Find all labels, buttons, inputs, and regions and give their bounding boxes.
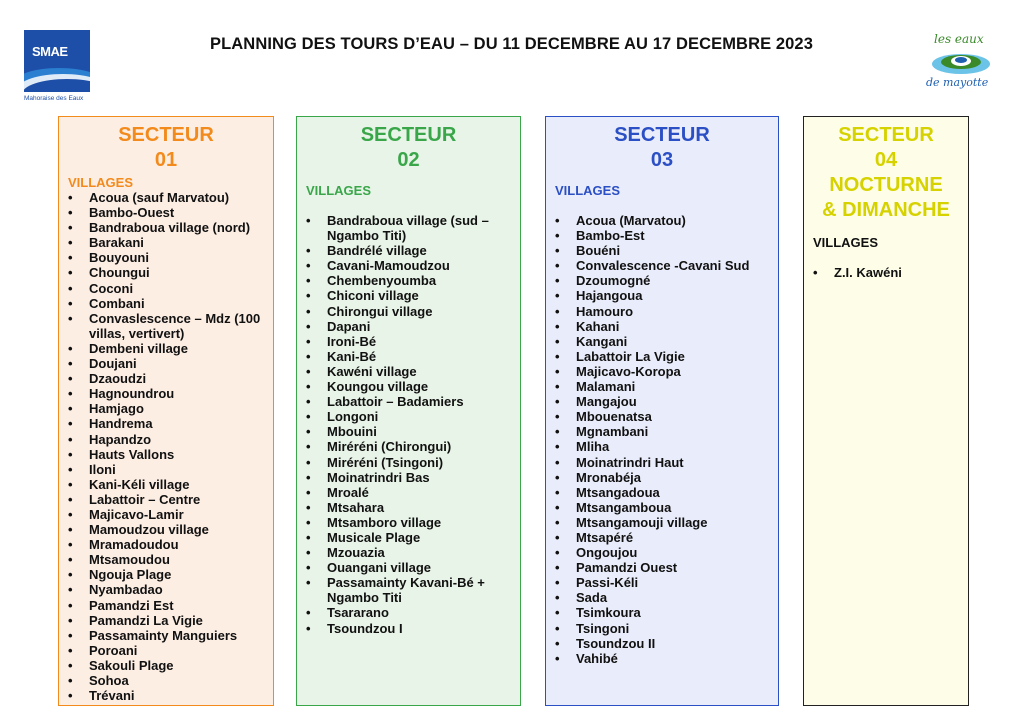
village-list-item: • Bambo-Est bbox=[546, 228, 778, 243]
sector-03-heading bbox=[546, 123, 778, 173]
village-list-item: • Mtsapéré bbox=[546, 530, 778, 545]
sector-01-number: 01 bbox=[154, 149, 178, 171]
village-list-item: • Bouéni bbox=[546, 243, 778, 258]
sector-02-number: 02 bbox=[397, 149, 420, 171]
village-list-item: • Convalescence -Cavani Sud bbox=[546, 258, 778, 273]
village-list-item: • Doujani bbox=[59, 356, 273, 371]
sector-01-heading bbox=[59, 123, 273, 173]
village-list-item: • Acoua (Marvatou) bbox=[546, 213, 778, 228]
sector-02-title: SECTEUR bbox=[360, 124, 457, 146]
village-list-item: • Mbouenatsa bbox=[546, 409, 778, 424]
village-list-item: • Chiconi village bbox=[297, 288, 520, 303]
village-list-item: • Mtsangadoua bbox=[546, 485, 778, 500]
village-list-item: • Iloni bbox=[59, 462, 273, 477]
sector-01-column bbox=[58, 116, 274, 706]
sector-03-title: SECTEUR bbox=[614, 124, 710, 146]
village-list-item: • Mtsangamouji village bbox=[546, 515, 778, 530]
sector-01-village-list bbox=[59, 190, 273, 703]
sector-03-village-list bbox=[546, 213, 778, 666]
village-list-item: • Moinatrindri Haut bbox=[546, 455, 778, 470]
village-list-item: • Acoua (sauf Marvatou) bbox=[59, 190, 273, 205]
village-list-item: • Labattoir – Centre bbox=[59, 492, 273, 507]
village-list-item: • Labattoir – Badamiers bbox=[297, 394, 520, 409]
village-list-item: • Bandrélé village bbox=[297, 243, 520, 258]
village-list-item: • Dapani bbox=[297, 319, 520, 334]
village-list-item: • Chirongui village bbox=[297, 304, 520, 319]
village-list-item: • Barakani bbox=[59, 235, 273, 250]
village-list-item: • Passi-Kéli bbox=[546, 575, 778, 590]
page-title: PLANNING DES TOURS D’EAU – DU 11 DECEMBRE AU 17 DECEMBRE 2023 bbox=[210, 35, 813, 53]
village-list-item: • Mliha bbox=[546, 439, 778, 454]
village-list-item: • Hajangoua bbox=[546, 288, 778, 303]
village-list-item: • Longoni bbox=[297, 409, 520, 424]
village-list-item: • Miréréni (Chirongui) bbox=[297, 439, 520, 454]
village-list-item: • Poroani bbox=[59, 643, 273, 658]
village-list-item: • Ouangani village bbox=[297, 560, 520, 575]
les-eaux-de-mayotte-logo bbox=[926, 32, 996, 94]
village-list-item: • Cavani-Mamoudzou bbox=[297, 258, 520, 273]
sector-03-villages-label: VILLAGES bbox=[555, 183, 621, 198]
sector-02-heading bbox=[297, 123, 520, 173]
village-list-item: • Hamouro bbox=[546, 304, 778, 319]
village-list-item: • Mroalé bbox=[297, 485, 520, 500]
village-list-item: • Pamandzi La Vigie bbox=[59, 613, 273, 628]
sector-04-villages-label: VILLAGES bbox=[813, 235, 879, 250]
village-list-item: • Tsingoni bbox=[546, 621, 778, 636]
sector-02-villages-label: VILLAGES bbox=[306, 183, 372, 198]
logo-right-line2: de mayotte bbox=[926, 76, 989, 89]
sector-03-number: 03 bbox=[650, 149, 674, 171]
village-list-item: • Mangajou bbox=[546, 394, 778, 409]
village-list-item: • Bambo-Ouest bbox=[59, 205, 273, 220]
village-list-item: • Dzoumogné bbox=[546, 273, 778, 288]
village-list-item: • Nyambadao bbox=[59, 582, 273, 597]
sector-04-nocturne: NOCTURNE bbox=[829, 174, 943, 196]
village-list-item: • Labattoir La Vigie bbox=[546, 349, 778, 364]
village-list-item: • Sakouli Plage bbox=[59, 658, 273, 673]
village-list-item: • Bandraboua village (nord) bbox=[59, 220, 273, 235]
village-list-item: • Bouyouni bbox=[59, 250, 273, 265]
sector-02-column bbox=[296, 116, 521, 706]
logo-right-line1: les eaux bbox=[934, 32, 984, 46]
village-list-item: • Tsararano bbox=[297, 605, 520, 620]
village-list-item: • Malamani bbox=[546, 379, 778, 394]
sector-01-title: SECTEUR bbox=[118, 124, 214, 146]
village-list-item: • Mgnambani bbox=[546, 424, 778, 439]
village-list-item: • Coconi bbox=[59, 281, 273, 296]
village-list-item: • Chembenyoumba bbox=[297, 273, 520, 288]
water-splash-icon bbox=[930, 46, 992, 76]
village-list-item: • Kawéni village bbox=[297, 364, 520, 379]
village-list-item: • Miréréni (Tsingoni) bbox=[297, 455, 520, 470]
village-list-item: • Kahani bbox=[546, 319, 778, 334]
sector-03-column bbox=[545, 116, 779, 706]
sector-04-heading bbox=[804, 123, 968, 223]
village-list-item: • Dembeni village bbox=[59, 341, 273, 356]
village-list-item: • Moinatrindri Bas bbox=[297, 470, 520, 485]
village-list-item: • Tsoundzou I bbox=[297, 621, 520, 636]
sector-01-villages-label: VILLAGES bbox=[68, 175, 134, 190]
sector-04-column bbox=[803, 116, 969, 706]
smae-logo-text: SMAE bbox=[32, 44, 68, 59]
village-list-item: • Hauts Vallons bbox=[59, 447, 273, 462]
village-list-item: • Mzouazia bbox=[297, 545, 520, 560]
smae-logo-subtitle: Mahoraise des Eaux bbox=[24, 95, 84, 102]
village-list-item: • Kani-Kéli village bbox=[59, 477, 273, 492]
village-list-item: • Mtsangamboua bbox=[546, 500, 778, 515]
sector-04-dimanche: & DIMANCHE bbox=[822, 199, 950, 221]
village-list-item: • Mbouini bbox=[297, 424, 520, 439]
village-list-item: • Sada bbox=[546, 590, 778, 605]
village-list-item: • Tsimkoura bbox=[546, 605, 778, 620]
village-list-item: • Tsoundzou II bbox=[546, 636, 778, 651]
village-list-item: • Pamandzi Est bbox=[59, 598, 273, 613]
village-list-item: • Mramadoudou bbox=[59, 537, 273, 552]
village-list-item: • Majicavo-Koropa bbox=[546, 364, 778, 379]
sector-04-number: 04 bbox=[874, 149, 898, 171]
village-list-item: • Musicale Plage bbox=[297, 530, 520, 545]
village-list-item: • Kangani bbox=[546, 334, 778, 349]
sector-04-village-list bbox=[804, 265, 968, 280]
village-list-item: • Mtsamboro village bbox=[297, 515, 520, 530]
village-list-item: • Ongoujou bbox=[546, 545, 778, 560]
village-list-item: • Passamainty Kavani-Bé + Ngambo Titi bbox=[297, 575, 520, 605]
village-list-item: • Z.I. Kawéni bbox=[804, 265, 968, 280]
village-list-item: • Kani-Bé bbox=[297, 349, 520, 364]
sector-02-village-list bbox=[297, 213, 520, 636]
village-list-item: • Convaslescence – Mdz (100 villas, vertivert) bbox=[59, 311, 273, 341]
village-list-item: • Sohoa bbox=[59, 673, 273, 688]
village-list-item: • Pamandzi Ouest bbox=[546, 560, 778, 575]
village-list-item: • Trévani bbox=[59, 688, 273, 703]
village-list-item: • Vahibé bbox=[546, 651, 778, 666]
village-list-item: • Combani bbox=[59, 296, 273, 311]
village-list-item: • Passamainty Manguiers bbox=[59, 628, 273, 643]
village-list-item: • Mronabéja bbox=[546, 470, 778, 485]
village-list-item: • Mtsahara bbox=[297, 500, 520, 515]
village-list-item: • Ngouja Plage bbox=[59, 567, 273, 582]
village-list-item: • Majicavo-Lamir bbox=[59, 507, 273, 522]
village-list-item: • Choungui bbox=[59, 265, 273, 280]
village-list-item: • Hapandzo bbox=[59, 432, 273, 447]
village-list-item: • Hagnoundrou bbox=[59, 386, 273, 401]
village-list-item: • Dzaoudzi bbox=[59, 371, 273, 386]
village-list-item: • Mamoudzou village bbox=[59, 522, 273, 537]
village-list-item: • Koungou village bbox=[297, 379, 520, 394]
village-list-item: • Bandraboua village (sud – Ngambo Titi) bbox=[297, 213, 520, 243]
village-list-item: • Hamjago bbox=[59, 401, 273, 416]
sector-04-title: SECTEUR bbox=[838, 124, 934, 146]
village-list-item: • Ironi-Bé bbox=[297, 334, 520, 349]
village-list-item: • Mtsamoudou bbox=[59, 552, 273, 567]
village-list-item: • Handrema bbox=[59, 416, 273, 431]
